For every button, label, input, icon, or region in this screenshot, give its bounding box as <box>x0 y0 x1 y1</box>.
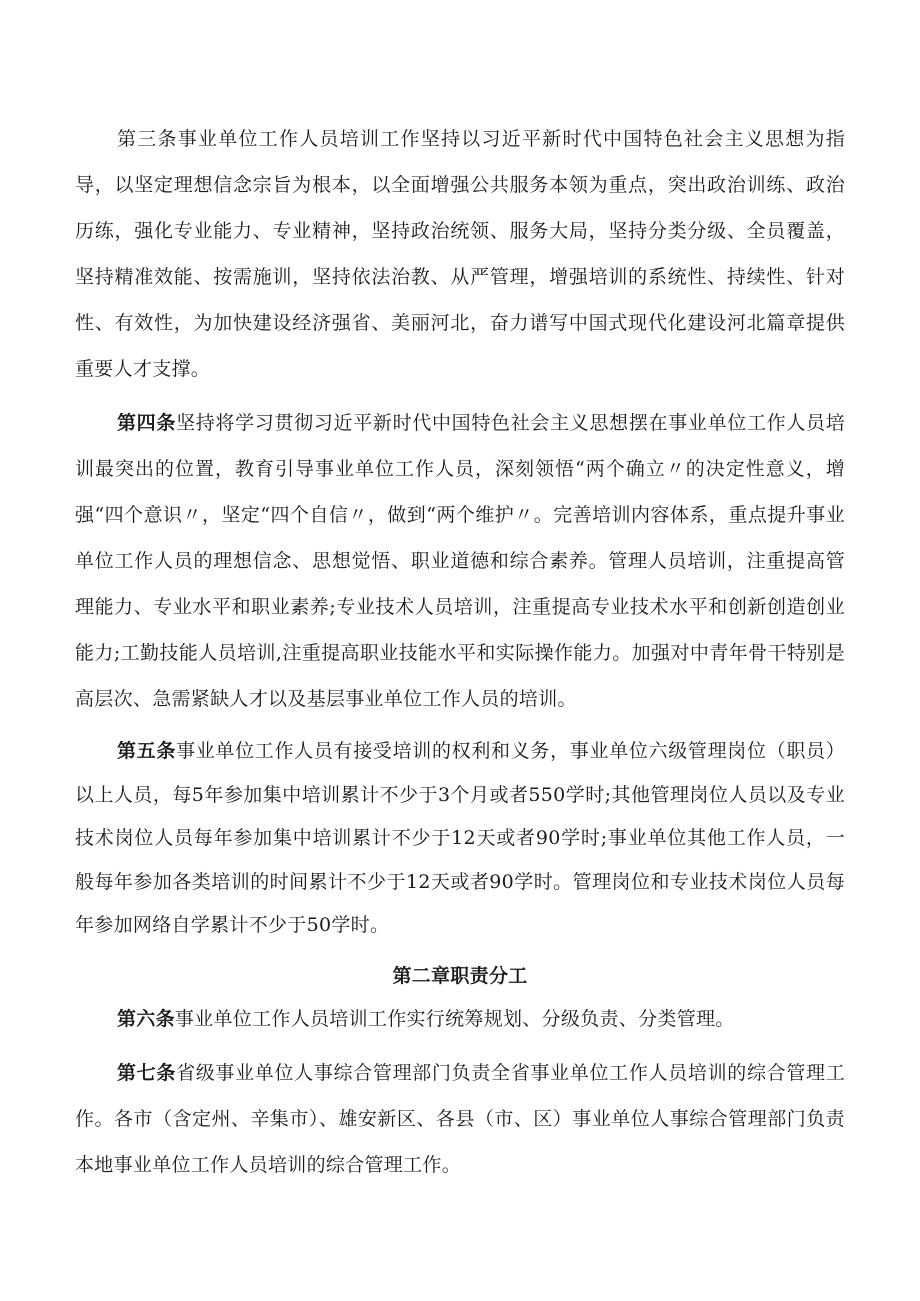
article-3-text: 第三条事业单位工作人员培训工作坚持以习近平新时代中国特色社会主义思想为指导，以坚定理想信念宗旨为根本，以全面增强公共服务本领为重点，突出政治训练、政治历练，强化专业能力、专业精神，坚持政治统领、服务大局，坚持分类分级、全员覆盖，坚持精准效能、按需施训，坚持依法治教、从严管理，增强培训的系统性、持续性、针对性、有效性，为加快建设经济强省、美丽河北，奋力谱写中国式现代化建设河北篇章提供重要人才支撑。 <box>75 128 845 380</box>
article-4-number: 第四条 <box>117 412 177 434</box>
article-7-number: 第七条 <box>117 1061 177 1084</box>
article-5-number: 第五条 <box>117 740 177 762</box>
article-6-text: 事业单位工作人员培训工作实行统筹规划、分级负责、分类管理。 <box>174 1007 735 1030</box>
article-3-paragraph <box>75 116 845 392</box>
article-6-paragraph <box>75 996 845 1042</box>
document-page <box>75 116 845 1196</box>
article-7-paragraph <box>75 1050 845 1188</box>
article-4-paragraph <box>75 400 845 722</box>
article-7-text: 省级事业单位人事综合管理部门负责全省事业单位工作人员培训的综合管理工作。各市（含定州、辛集市）、雄安新区、各县（市、区）事业单位人事综合管理部门负责本地事业单位工作人员培训的综合管理工作。 <box>75 1061 845 1176</box>
article-6-number: 第六条 <box>117 1007 175 1030</box>
article-5-paragraph <box>75 730 845 948</box>
chapter-2-heading: 第二章职责分工 <box>392 964 528 987</box>
article-5-text: 事业单位工作人员有接受培训的权利和义务，事业单位六级管理岗位（职员）以上人员，每5年参加集中培训累计不少于3个月或者550学时;其他管理岗位人员以及专业技术岗位人员每年参加集中培训累计不少于12天或者90学时;事业单位其他工作人员，一般每年参加各类培训的时间累计不少于12天或者90学时。管理岗位和专业技术岗位人员每年参加网络自学累计不少于50学时。 <box>75 740 845 936</box>
article-4-text: 坚持将学习贯彻习近平新时代中国特色社会主义思想摆在事业单位工作人员培训最突出的位置，教育引导事业单位工作人员，深刻领悟“两个确立〃的决定性意义，增强“四个意识〃，坚定“四个自信〃，做到“两个维护〃。完善培训内容体系，重点提升事业单位工作人员的理想信念、思想觉悟、职业道德和综合素养。管理人员培训，注重提高管理能力、专业水平和职业素养;专业技术人员培训，注重提高专业技术水平和创新创造创业能力;工勤技能人员培训,注重提高职业技能水平和实际操作能力。加强对中青年骨干特别是高层次、急需紧缺人才以及基层事业单位工作人员的培训。 <box>75 412 845 710</box>
